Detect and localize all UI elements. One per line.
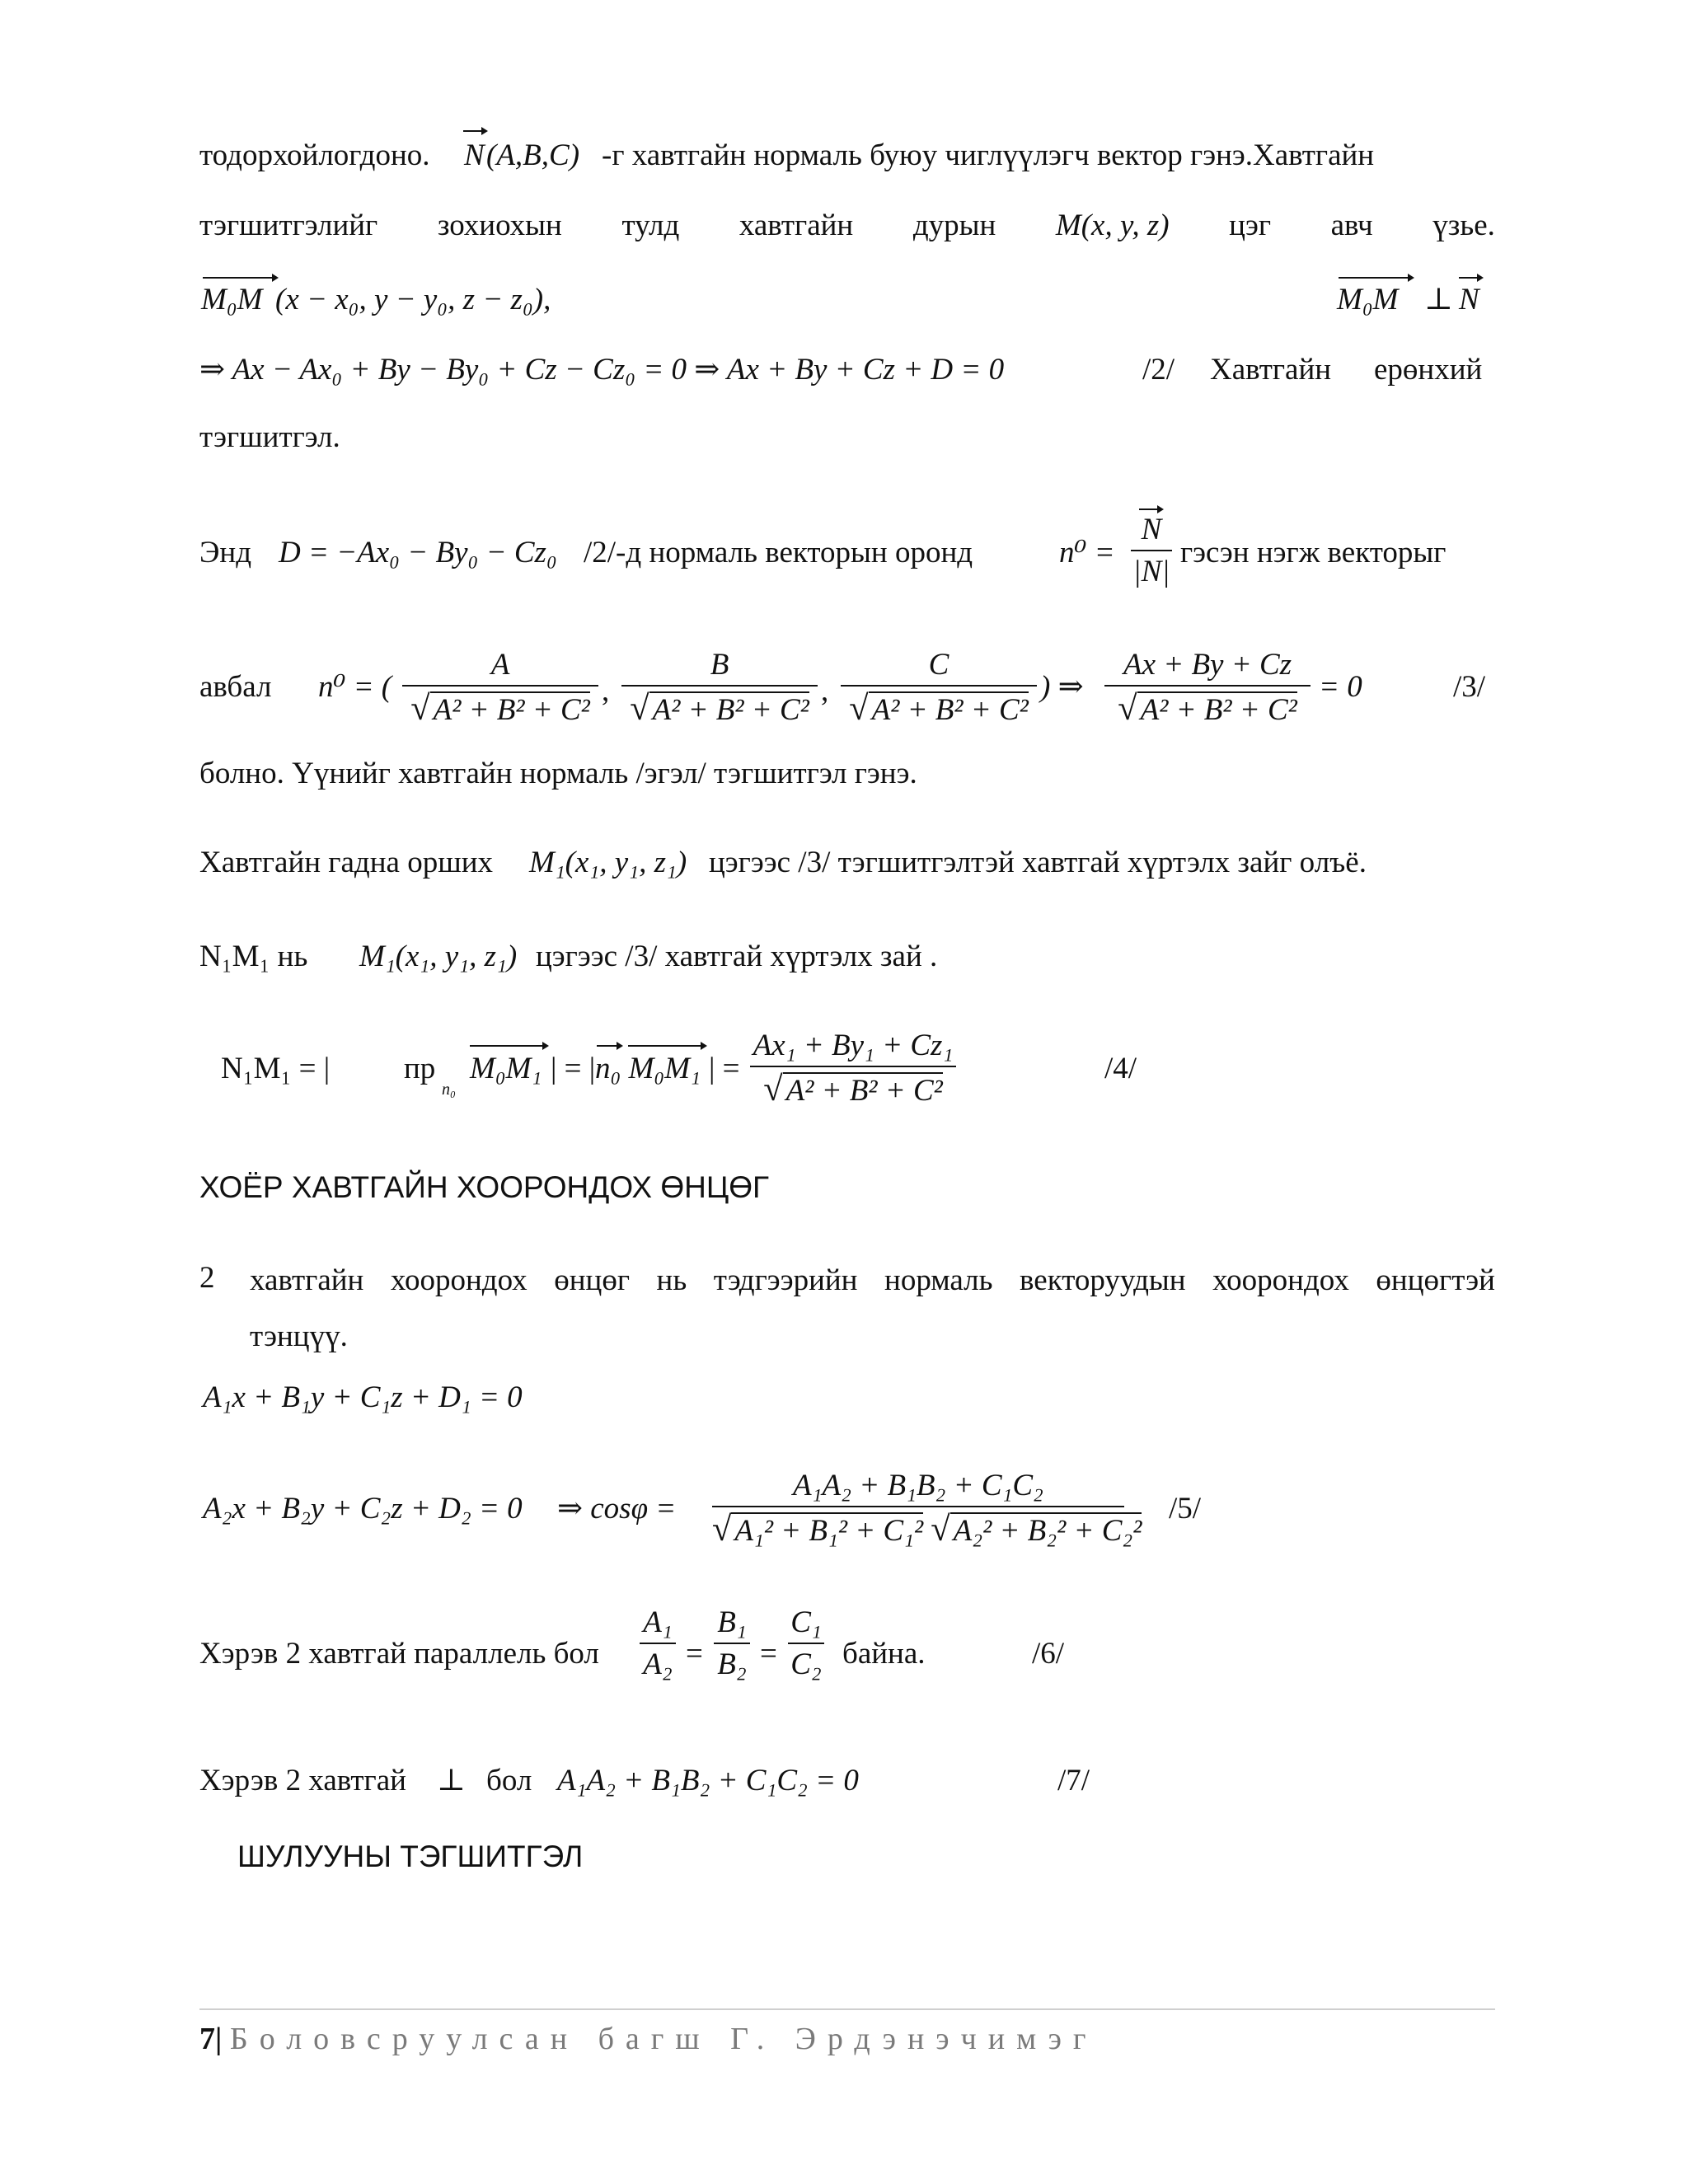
word: нь [656, 1263, 687, 1297]
perpendicular-symbol: ⊥ [437, 1764, 466, 1797]
text-line: тэгшитгэл. [199, 420, 340, 454]
fraction-denominator: B₂ [717, 1647, 747, 1681]
fraction-denominator: √ A² + B² + C² [763, 1070, 943, 1108]
ratio-a [640, 1607, 676, 1680]
word: хавтгайн [738, 209, 854, 242]
fraction-numerator: Ax₁ + By₁ + Cz₁ [753, 1029, 954, 1062]
equation: D = −Ax₀ − By₀ − Cz₀ [279, 536, 557, 569]
perpendicular-condition: A₁A₂ + B₁B₂ + C₁C₂ = 0 [557, 1764, 859, 1797]
unit-vector-label: n⁰ = [1059, 536, 1115, 569]
text-line: авбал [199, 670, 272, 704]
text-line [250, 1263, 1495, 1298]
fraction-numerator: B₁ [717, 1605, 747, 1639]
text-line: байна. [842, 1637, 926, 1671]
equals: | = [709, 1052, 740, 1085]
footer-author: Боловсруулсан багш Г. Эрдэнэчимэг [229, 2022, 1098, 2056]
footer-divider [199, 2008, 1495, 2010]
fraction-denominator: √ A² + B² + C² [630, 689, 809, 728]
cosine-label: ⇒ cosφ = [557, 1492, 677, 1526]
text-line: тодорхойлогдоно. [199, 138, 430, 172]
text-line: Хэрэв 2 хавтгай параллель бол [199, 1637, 599, 1671]
word: хоорондох [390, 1263, 528, 1297]
math-point: M(x, y, z) [1055, 209, 1170, 242]
list-number: 2 [199, 1261, 215, 1295]
word: зохиохын [437, 209, 562, 242]
cosine-fraction [712, 1469, 1142, 1549]
fraction-a [402, 649, 598, 727]
normal-vector-symbol: N [1459, 283, 1479, 316]
fraction-denominator: √ A² + B² + C² [849, 689, 1029, 728]
equation-number: /5/ [1169, 1492, 1202, 1526]
fraction-numerator: A₁A₂ + B₁B₂ + C₁C₂ [793, 1469, 1043, 1502]
word: ерөнхий [1374, 353, 1483, 387]
fraction-c [841, 649, 1037, 727]
sqrt-radicand: A₁² + B₁² + C₁² [731, 1512, 923, 1548]
word: өнцөг [554, 1263, 630, 1297]
math-point: M₁(x₁, y₁, z₁) [359, 940, 518, 973]
equals: = [760, 1637, 777, 1671]
word: тулд [621, 209, 680, 242]
text-line: Энд [199, 536, 252, 569]
word: авч [1330, 209, 1373, 242]
page-footer [199, 2021, 1097, 2057]
text-line: болно. Үүнийг хавтгайн нормаль /эгэл/ тэгшитгэл гэнэ. [199, 757, 917, 790]
projection-subscript: n₀ [442, 1080, 456, 1099]
text-line: N₁M₁ нь [199, 940, 308, 973]
math-point: M₁(x₁, y₁, z₁) [529, 846, 687, 879]
section-heading: ХОЁР ХАВТГАЙН ХООРОНДОХ ӨНЦӨГ [199, 1170, 770, 1204]
word: цэг [1229, 209, 1271, 242]
vector-arrow-icon [201, 272, 280, 284]
text-line [199, 208, 1495, 243]
text-line: Хавтгайн гадна орших [199, 846, 493, 879]
vector-m0m1: M₀M₁ [470, 1052, 542, 1085]
text-line: Хэрэв 2 хавтгай [199, 1764, 406, 1797]
equals: | = | [551, 1052, 596, 1085]
word: өнцөгтэй [1376, 1263, 1495, 1297]
word: хоорондох [1212, 1263, 1349, 1297]
fraction-bar [714, 1643, 750, 1644]
equation-number: /2/ [1142, 353, 1175, 387]
sqrt-radicand: A₂² + B₂² + C₂² [950, 1512, 1142, 1548]
text-line: цэгээс /3/ хавтгай хүртэлх зай . [536, 940, 938, 973]
fraction-denominator: √ A₁² + B₁² + C₁² √ A₂² + B₂² + C₂² [712, 1510, 1142, 1549]
plane-equation-1: A₁x + B₁y + C₁z + D₁ = 0 [203, 1380, 523, 1414]
page-number: 7 [199, 2022, 215, 2056]
fraction-numerator: B [710, 648, 729, 682]
word: Хавтгайн [1210, 353, 1332, 387]
equation-number: /4/ [1104, 1052, 1137, 1085]
vector-arrow-icon [1337, 272, 1416, 284]
ratio-b [714, 1607, 750, 1680]
text-line: тэнцүү. [250, 1319, 348, 1353]
vector-m0m: M₀M [1337, 283, 1399, 316]
vector-arrow-icon [462, 124, 490, 137]
fraction-numerator: C [928, 648, 950, 682]
section-heading: ШУЛУУНЫ ТЭГШИТГЭЛ [237, 1840, 584, 1873]
unit-vector-label: n⁰ = ( [318, 670, 392, 704]
fraction-bar [788, 1643, 824, 1644]
fraction-denominator: √ A² + B² + C² [1118, 689, 1297, 728]
sqrt-radicand: A² + B² + C² [649, 691, 809, 727]
fraction-bar [402, 685, 598, 687]
fraction-numerator: N [1141, 513, 1162, 546]
text-line: -г хавтгайн нормаль буюу чиглүүлэгч вектор гэнэ.Хавтгайн [602, 138, 1375, 172]
plane-equation-2: A₂x + B₂y + C₂z + D₂ = 0 [203, 1492, 523, 1526]
word: нормаль [884, 1263, 993, 1297]
fraction-numerator: C₁ [790, 1605, 822, 1639]
vector-m0m: M₀M [201, 283, 263, 316]
vector-arrow-icon [626, 1040, 709, 1052]
dot-product: n₀ M₀M₁ [595, 1052, 701, 1085]
equation-number: /7/ [1057, 1764, 1090, 1797]
fraction-bar [1104, 685, 1311, 687]
text-line: /2/-д нормаль векторын оронд [584, 536, 973, 569]
comma: , [602, 674, 610, 708]
word: дурын [912, 209, 996, 242]
equation-number: /6/ [1032, 1637, 1065, 1671]
implies: ) ⇒ [1040, 670, 1084, 704]
sqrt-radicand: A² + B² + C² [430, 691, 590, 727]
fraction-bar [712, 1506, 1124, 1507]
ratio-c [788, 1607, 824, 1680]
fraction-bar [750, 1066, 956, 1067]
fraction-denominator: |N| [1132, 555, 1170, 588]
fraction-denominator: A₂ [643, 1647, 673, 1681]
fraction-bar [1131, 550, 1172, 551]
unit-vector-fraction [1131, 504, 1172, 587]
fraction-denominator: √ A² + B² + C² [410, 689, 590, 728]
equals: = [686, 1637, 703, 1671]
text-line: бол [486, 1764, 532, 1797]
word: векторуудын [1020, 1263, 1186, 1297]
fraction-numerator: A [490, 648, 510, 682]
projection-label: пр [404, 1052, 436, 1085]
footer-separator: | [215, 2022, 223, 2056]
vector-arrow-icon [1457, 272, 1485, 284]
comma: , [821, 674, 829, 708]
fraction-normal-form [1104, 649, 1311, 727]
fraction-numerator: A₁ [643, 1605, 673, 1639]
vector-args: (x − x₀, y − y₀, z − z₀), [275, 283, 551, 316]
text-line: гэсэн нэгж векторыг [1180, 536, 1447, 569]
text-line: цэгээс /3/ тэгшитгэлтэй хавтгай хүртэлх зайг олъё. [709, 846, 1367, 879]
word: үзье. [1432, 209, 1495, 242]
equals-zero: = 0 [1319, 670, 1362, 704]
fraction-bar [640, 1643, 676, 1644]
fraction-numerator: Ax + By + Cz [1123, 648, 1292, 682]
word: тэгшитгэлийг [199, 209, 378, 242]
sqrt-radicand: A² + B² + C² [783, 1072, 943, 1108]
text-line: N₁M₁ = | [221, 1052, 331, 1085]
equation-number: /3/ [1453, 670, 1486, 704]
perpendicular-symbol: ⊥ [1424, 283, 1453, 316]
vector-arrow-icon [468, 1040, 551, 1052]
fraction-bar [841, 685, 1037, 687]
normal-vector-symbol: N [464, 138, 485, 172]
word: хавтгайн [250, 1263, 364, 1297]
sqrt-radicand: A² + B² + C² [1137, 691, 1297, 727]
normal-vector-args: (A,B,C) [486, 138, 580, 172]
vector-arrow-icon [595, 1040, 625, 1052]
fraction-denominator: C₂ [790, 1647, 822, 1681]
distance-fraction [750, 1030, 956, 1108]
word: тэдгээрийн [713, 1263, 858, 1297]
equation: ⇒ Ax − Ax₀ + By − By₀ + Cz − Cz₀ = 0 ⇒ Ax + By + Cz + D = 0 [199, 353, 1005, 387]
fraction-bar [621, 685, 818, 687]
sqrt-radicand: A² + B² + C² [869, 691, 1029, 727]
fraction-b [621, 649, 818, 727]
